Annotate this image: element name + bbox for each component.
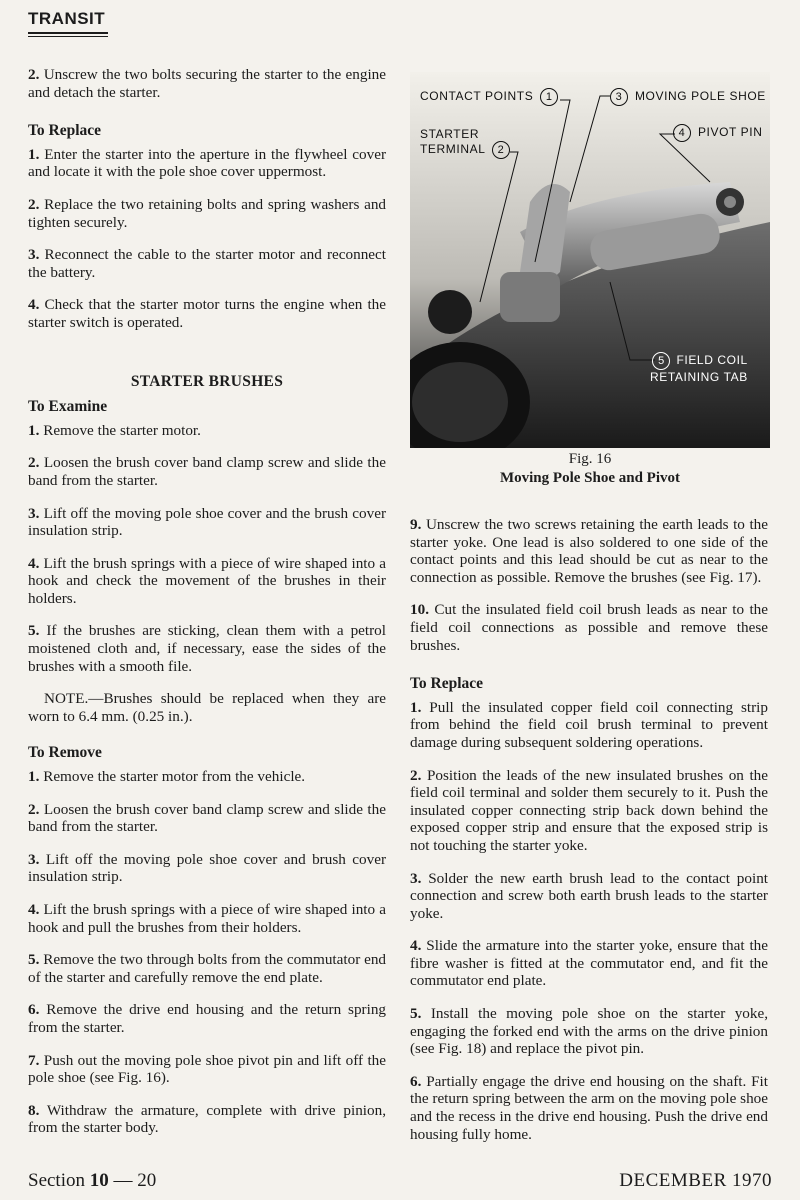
step-paragraph xyxy=(410,516,768,586)
figure-title: Moving Pole Shoe and Pivot xyxy=(499,470,680,486)
step-text: Pull the insulated copper field coil connecting strip from behind the field coil brush terminal to prevent damage during subsequent soldering operations. xyxy=(410,698,768,751)
step-text: Push out the moving pole shoe pivot pin and lift off the pole shoe (see Fig. 16). xyxy=(28,1051,386,1087)
step-paragraph xyxy=(410,870,768,923)
header-rule xyxy=(28,32,108,37)
step-number: 8. xyxy=(28,1101,40,1119)
step-paragraph xyxy=(410,937,768,990)
step-number: 3. xyxy=(410,869,422,887)
step-number: 2. xyxy=(28,195,40,213)
header-title: TRANSIT xyxy=(28,9,106,28)
step-number: 1. xyxy=(28,768,40,786)
step-paragraph xyxy=(28,622,386,675)
to-replace-2-heading: To Replace xyxy=(410,675,484,693)
step-number: 1. xyxy=(410,698,422,716)
step-paragraph xyxy=(28,296,386,331)
step-number: 4. xyxy=(28,901,40,918)
step-number: 4. xyxy=(28,296,40,314)
step-text: Position the leads of the new insulated brushes on the field coil terminal and solder them securely to it. Push the insulated copper connecting strip back down behind the exposed copper strip and ensure that the exposed strip is not touching the starter yoke. xyxy=(410,766,768,854)
callout-2: STARTER TERMINAL 2 xyxy=(420,128,510,159)
to-remove-steps xyxy=(28,768,386,1137)
step-number: 3. xyxy=(28,246,40,264)
to-replace-heading: To Replace xyxy=(28,122,102,140)
to-replace-2-steps xyxy=(410,699,768,1143)
step-paragraph xyxy=(28,1102,386,1137)
step-paragraph xyxy=(410,1073,768,1143)
step-number: 3. xyxy=(28,504,40,522)
right-column xyxy=(410,516,768,1158)
step-text: Lift off the moving pole shoe cover and the brush cover insulation strip. xyxy=(28,504,387,540)
step-text: Replace the two retaining bolts and spring washers and tighten securely. xyxy=(28,195,387,231)
step-text: Lift the brush springs with a piece of wire shaped into a hook and pull the brushes from their holders. xyxy=(28,901,386,936)
step-number: 4. xyxy=(410,937,422,955)
step-paragraph xyxy=(28,422,386,440)
to-replace-steps xyxy=(28,146,386,332)
step-text: Lift off the moving pole shoe cover and brush cover insulation strip. xyxy=(28,850,386,886)
step-number: 5. xyxy=(28,951,40,969)
manual-header xyxy=(28,8,108,37)
footer-date: DECEMBER 1970 xyxy=(619,1170,772,1191)
step-number: 4. xyxy=(28,554,40,572)
step-text: Check that the starter motor turns the engine when the starter switch is operated. xyxy=(28,296,386,331)
step-number: 5. xyxy=(410,1005,422,1023)
to-remove-heading: To Remove xyxy=(28,744,102,762)
step-number: 2. xyxy=(28,454,40,472)
step-number: 9. xyxy=(410,516,422,533)
callout-5: 5 FIELD COIL RETAINING TAB xyxy=(650,353,748,384)
step-text: Loosen the brush cover band clamp screw and slide the band from the starter. xyxy=(28,800,386,836)
step-paragraph xyxy=(28,768,386,786)
step-number: 6. xyxy=(28,1001,40,1019)
step-text: Remove the starter motor from the vehicle. xyxy=(43,768,306,786)
step-text: If the brushes are sticking, clean them with a petrol moistened cloth and, if necessary, ease the sides of the brushes with a smooth file. xyxy=(28,622,386,675)
step-text: Loosen the brush cover band clamp screw and slide the band from the starter. xyxy=(28,454,386,489)
footer-section: Section 10 — 20 xyxy=(28,1170,157,1191)
step-paragraph xyxy=(28,801,386,836)
step-number: 1. xyxy=(28,145,40,163)
step-text: Unscrew the two screws retaining the earth leads to the starter yoke. One lead is also soldered to one side of the contact points and this lead should be cut as near to the connection as possible. Remove the brushes (see Fig. 17). xyxy=(410,516,769,586)
step-text: Reconnect the cable to the starter motor and reconnect the battery. xyxy=(28,246,386,281)
figure-caption xyxy=(410,450,770,488)
section-title: STARTER BRUSHES xyxy=(130,372,284,390)
step-text: Enter the starter into the aperture in the flywheel cover and locate it with the pole shoe cover uppermost. xyxy=(28,145,387,181)
step-number: 3. xyxy=(28,850,40,868)
callout-1: CONTACT POINTS 1 xyxy=(420,88,558,106)
step-paragraph xyxy=(28,246,386,281)
step-text: Remove the two through bolts from the commutator end of the starter and carefully remove the end plate. xyxy=(28,951,387,986)
step-text: Remove the drive end housing and the return spring from the starter. xyxy=(28,1001,387,1036)
step-paragraph xyxy=(28,146,386,181)
step-text: Partially engage the drive end housing on the shaft. Fit the return spring between the arm on the moving pole shoe and the recess in the drive end housing. Push the drive end housing fully home. xyxy=(410,1072,768,1143)
step-text: Cut the insulated field coil brush leads as near to the field coil connections as possible and remove these brushes. xyxy=(410,601,769,654)
step-paragraph xyxy=(28,901,386,936)
figure-number: Fig. 16 xyxy=(568,451,612,467)
left-column xyxy=(28,66,386,1152)
step-text: Solder the new earth brush lead to the contact point connection and screw both earth brush leads to the starter yoke. xyxy=(410,869,769,922)
step-text: Slide the armature into the starter yoke, ensure that the fibre washer is fitted at the commutator end, and fit the commutator end plate. xyxy=(410,937,769,990)
step-number: 10. xyxy=(410,601,429,619)
step-paragraph xyxy=(410,1005,768,1058)
step-number: 7. xyxy=(28,1051,40,1069)
step-paragraph xyxy=(28,555,386,608)
fig16-photo xyxy=(410,72,770,448)
step-number: 5. xyxy=(28,622,40,640)
step-paragraph xyxy=(28,851,386,886)
step-number: 2. xyxy=(28,800,40,818)
to-examine-steps xyxy=(28,422,386,676)
callout-3: 3 MOVING POLE SHOE xyxy=(610,88,766,106)
step-number: 6. xyxy=(410,1072,422,1090)
starter-terminal xyxy=(428,290,472,334)
step-paragraph xyxy=(28,1001,386,1036)
step-paragraph xyxy=(28,1052,386,1087)
brush-note: NOTE.—Brushes should be replaced when they are worn to 6.4 mm. (0.25 in.). xyxy=(28,690,386,725)
step-paragraph xyxy=(28,505,386,540)
intro-step: 2. Unscrew the two bolts securing the starter to the engine and detach the starter. xyxy=(28,66,386,101)
step-text: Install the moving pole shoe on the starter yoke, engaging the forked end with the arms on the drive pinion (see Fig. 18) and replace the pivot pin. xyxy=(410,1005,769,1058)
step-paragraph xyxy=(410,601,768,654)
step-text: Withdraw the armature, complete with drive pinion, from the starter body. xyxy=(28,1101,386,1137)
step-text: Lift the brush springs with a piece of wire shaped into a hook and check the movement of the brushes in their holders. xyxy=(28,554,386,607)
step-text: Remove the starter motor. xyxy=(43,421,201,439)
step-paragraph xyxy=(410,767,768,855)
step-paragraph xyxy=(28,196,386,231)
remove-steps-continued xyxy=(410,516,768,654)
step-number: 2. xyxy=(410,766,422,784)
step-paragraph xyxy=(28,951,386,986)
step-number: 1. xyxy=(28,421,40,439)
callout-4: 4 PIVOT PIN xyxy=(673,124,762,142)
to-examine-heading: To Examine xyxy=(28,398,108,416)
step-paragraph xyxy=(410,699,768,752)
step-paragraph xyxy=(28,454,386,489)
